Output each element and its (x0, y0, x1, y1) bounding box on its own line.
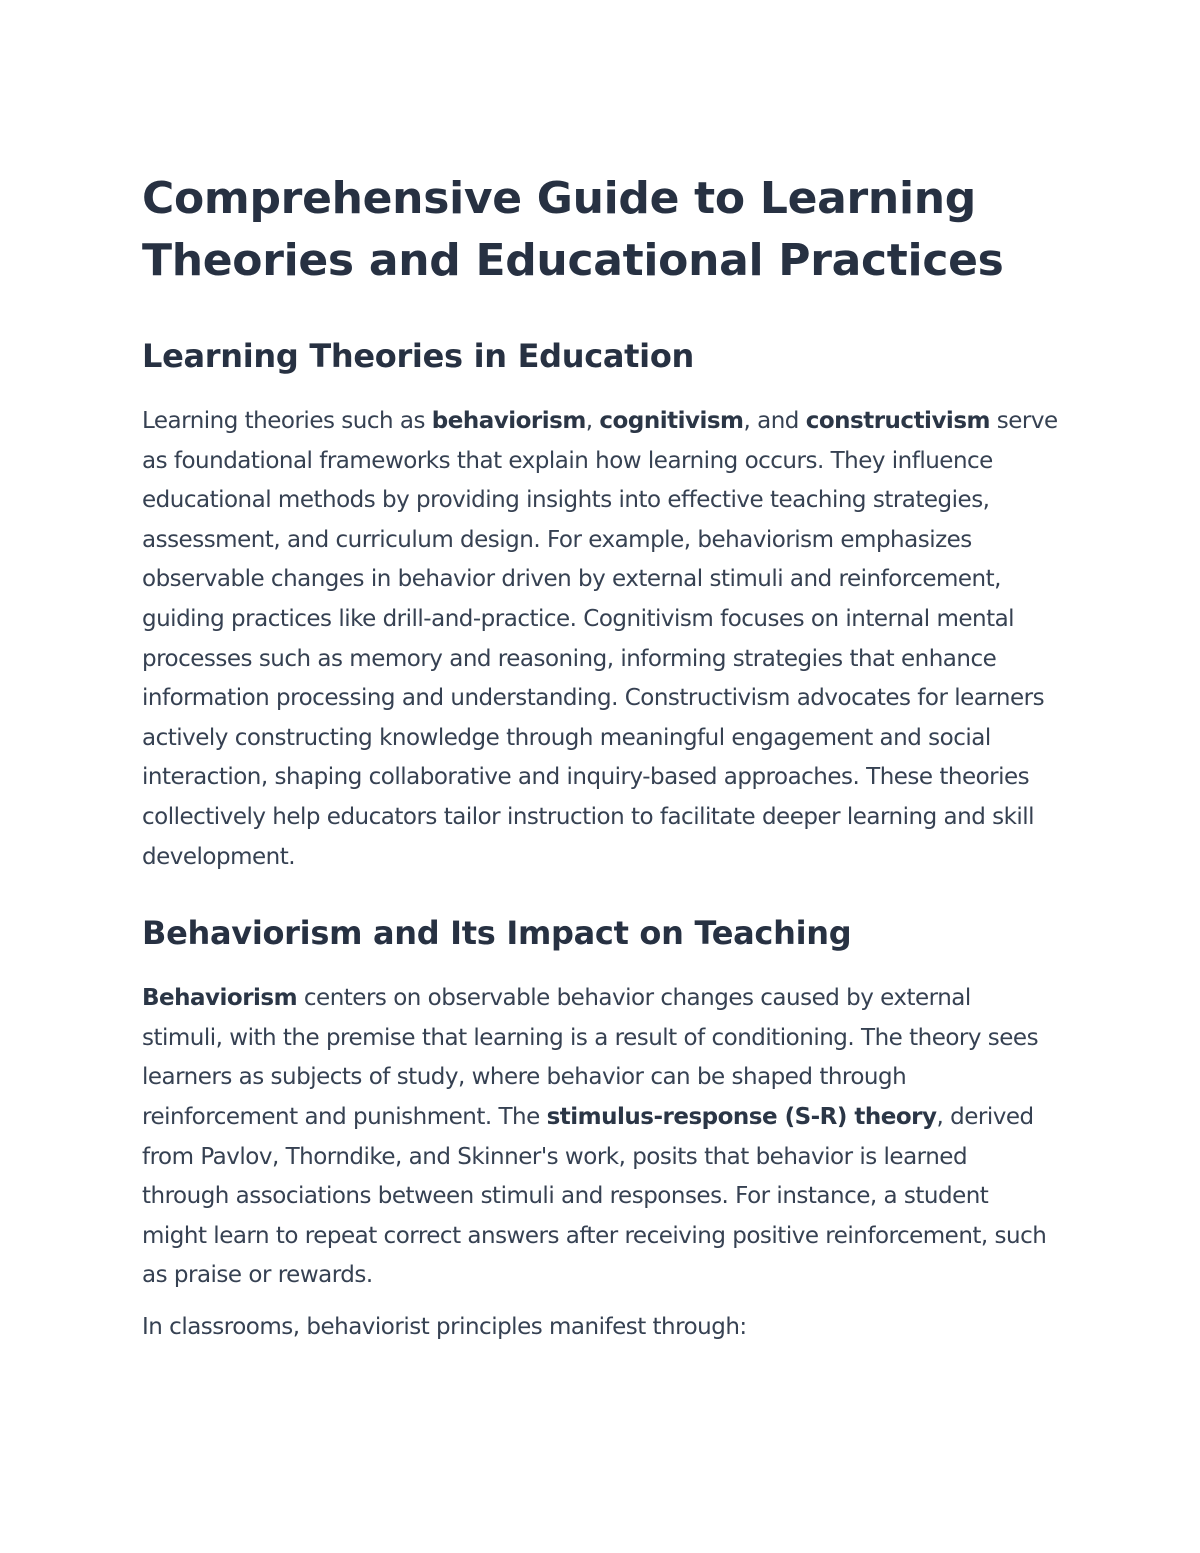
section-heading-learning-theories: Learning Theories in Education (142, 337, 695, 375)
section-heading-behaviorism: Behaviorism and Its Impact on Teaching (142, 914, 852, 953)
term-constructivism: constructivism (805, 408, 990, 434)
paragraph-classroom-intro (142, 1308, 1058, 1348)
document-title: Comprehensive Guide to Learning Theories and Educational Practices (142, 173, 1004, 286)
paragraph-learning-theories (142, 402, 1058, 877)
paragraph-text: Learning theories such as (142, 408, 432, 434)
term-behaviorism: Behaviorism (142, 985, 298, 1012)
paragraph-text: , derived from Pavlov, Thorndike, and Skinner's work, posits that behavior is learned through associations between stimuli and responses. For instance, a student might learn to repeat correct answers after receiving positive reinforcement, such as praise or rewards. (142, 1103, 1047, 1289)
paragraph-behaviorism (142, 979, 1058, 1296)
term-cognitivism: cognitivism (599, 408, 744, 434)
term-behaviorism: behaviorism (431, 408, 586, 434)
paragraph-text: centers on observable behavior changes caused by external stimuli, with the premise that learning is a result of conditioning. The theory sees learners as subjects of study, where behavior can be shaped through reinforcement and punishment. The (142, 985, 1039, 1130)
paragraph-text: , and (743, 408, 806, 434)
paragraph-text: , (585, 408, 600, 434)
term-stimulus-response-theory: stimulus-response (S-R) theory (546, 1103, 937, 1130)
paragraph-text: serve as foundational frameworks that explain how learning occurs. They influence educational methods by providing insights into effective teaching strategies, assessment, and curriculum design. For example, behaviorism emphasizes observable changes in behavior driven by external stimuli and reinforcement, guiding practices like drill-and-practice. Cognitivism focuses on internal mental processes such as memory and reasoning, informing strategies that enhance information processing and understanding. Constructivism advocates for learners actively constructing knowledge through meaningful engagement and social interaction, shaping collaborative and inquiry-based approaches. These theories collectively help educators tailor instruction to facilitate deeper learning and skill development. (142, 408, 1058, 870)
paragraph-text: In classrooms, behaviorist principles manifest through: (142, 1313, 747, 1340)
